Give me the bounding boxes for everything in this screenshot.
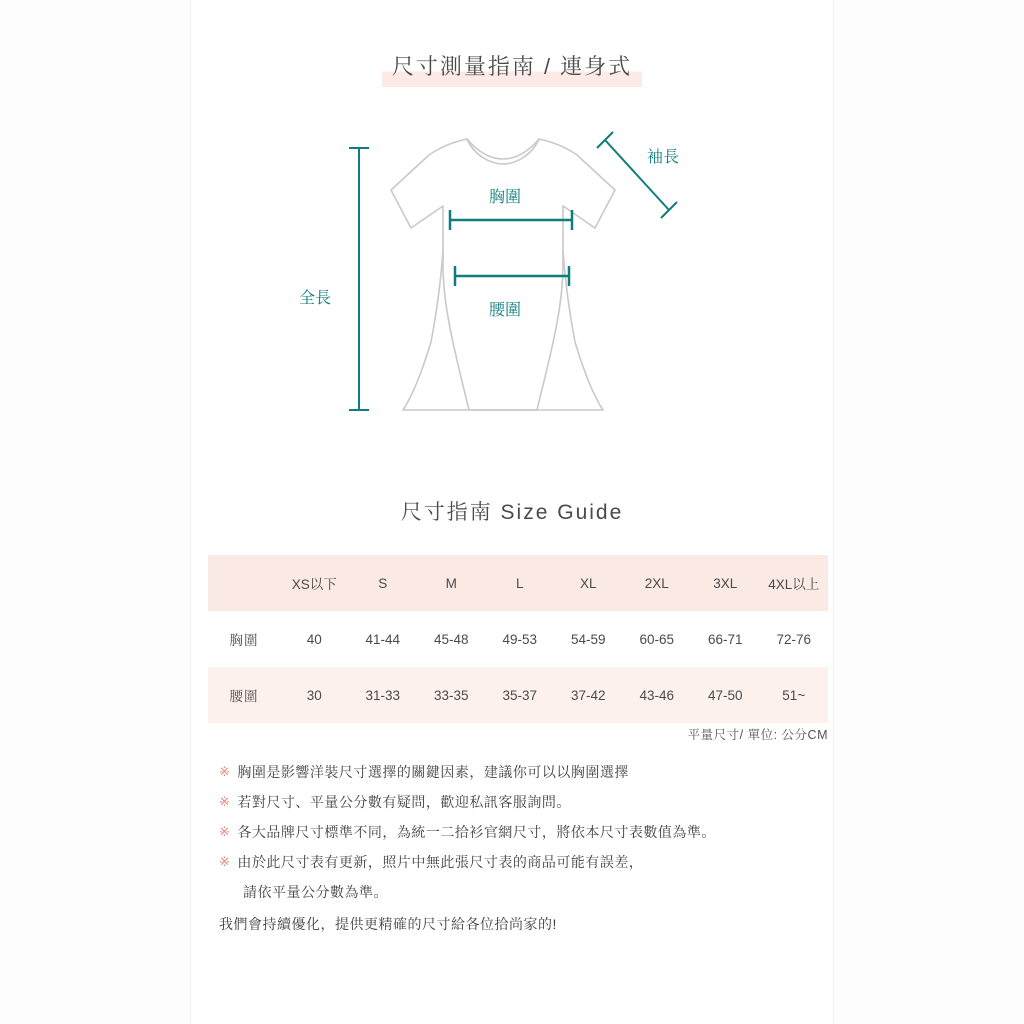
size-table-wrap <box>208 555 828 723</box>
left-margin-band <box>0 0 191 1024</box>
note-item <box>219 787 829 817</box>
sleeve-label: 袖長 <box>647 149 680 166</box>
note-mark-icon: ※ <box>219 794 231 809</box>
note-text: 胸圍是影響洋裝尺寸選擇的關鍵因素，建議你可以以胸圍選擇 <box>237 764 629 780</box>
dress-outline <box>391 139 615 410</box>
note-mark-icon: ※ <box>219 854 231 869</box>
note-mark-icon: ※ <box>219 764 231 779</box>
unit-note: 平量尺寸/ 單位: 公分CM <box>687 728 828 742</box>
table-cell: 49-53 <box>486 611 555 667</box>
note-text: 由於此尺寸表有更新，照片中無此張尺寸表的商品可能有誤差， <box>237 854 644 870</box>
table-cell: 54-59 <box>554 611 623 667</box>
notes-list <box>219 757 829 939</box>
note-text: 若對尺寸、平量公分數有疑問，歡迎私訊客服詢問。 <box>237 794 571 810</box>
page-title-wrap <box>191 48 833 87</box>
table-cell: 66-71 <box>691 611 760 667</box>
note-item <box>219 757 829 787</box>
waist-measure-line <box>455 266 569 286</box>
table-header-cell: 2XL <box>623 555 692 611</box>
content-area <box>191 0 833 1024</box>
length-measure-line <box>349 148 369 410</box>
note-mark-icon: ※ <box>219 824 231 839</box>
table-header-cell: L <box>486 555 555 611</box>
table-cell: 60-65 <box>623 611 692 667</box>
table-cell: 31-33 <box>349 667 418 723</box>
size-table <box>208 555 828 723</box>
table-cell: 45-48 <box>417 611 486 667</box>
note-text: 請依平量公分數為準。 <box>243 884 388 900</box>
right-margin-band <box>833 0 1024 1024</box>
table-row <box>208 667 828 723</box>
table-cell: 51~ <box>760 667 829 723</box>
length-label: 全長 <box>299 290 332 307</box>
note-text: 各大品牌尺寸標準不同，為統一二拾衫官網尺寸，將依本尺寸表數值為準。 <box>237 824 716 840</box>
note-item <box>219 817 829 847</box>
table-header-row <box>208 555 828 611</box>
table-header-cell: XS以下 <box>280 555 349 611</box>
table-header-cell: M <box>417 555 486 611</box>
table-cell: 47-50 <box>691 667 760 723</box>
waist-label: 腰圍 <box>489 302 522 319</box>
garment-illustration <box>191 110 833 470</box>
table-cell: 41-44 <box>349 611 418 667</box>
table-header-cell: 3XL <box>691 555 760 611</box>
table-header-cell: XL <box>554 555 623 611</box>
table-cell: 40 <box>280 611 349 667</box>
bust-label: 胸圍 <box>489 189 522 206</box>
row-label-bust: 胸圍 <box>208 611 280 667</box>
table-corner-cell <box>208 555 280 611</box>
size-guide-heading: 尺寸指南 Size Guide <box>400 501 624 524</box>
note-continuation <box>219 877 829 907</box>
page-title: 尺寸測量指南 / 連身式 <box>382 48 642 87</box>
note-item <box>219 847 829 877</box>
table-cell: 30 <box>280 667 349 723</box>
table-cell: 37-42 <box>554 667 623 723</box>
bust-measure-line <box>450 210 572 230</box>
table-cell: 33-35 <box>417 667 486 723</box>
dress-skirt-outline <box>403 250 603 410</box>
table-cell: 72-76 <box>760 611 829 667</box>
table-header-cell: S <box>349 555 418 611</box>
table-header-cell: 4XL以上 <box>760 555 829 611</box>
table-cell: 43-46 <box>623 667 692 723</box>
table-cell: 35-37 <box>486 667 555 723</box>
row-label-waist: 腰圍 <box>208 667 280 723</box>
table-row <box>208 611 828 667</box>
note-closing: 我們會持續優化，提供更精確的尺寸給各位拾尚家的! <box>219 916 557 932</box>
sleeve-measure-line <box>597 132 680 218</box>
